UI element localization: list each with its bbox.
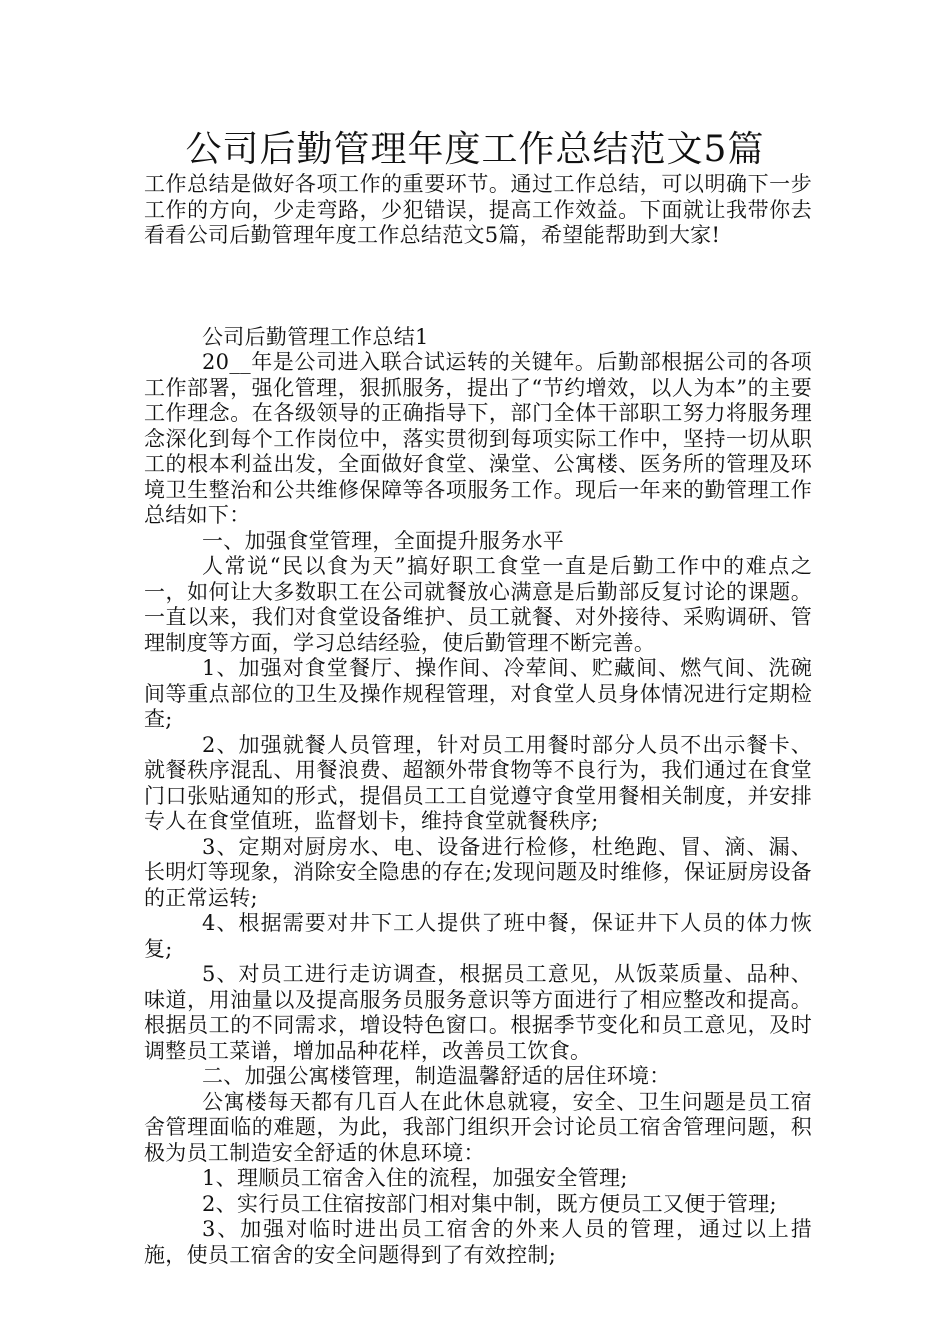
paragraph-2: 人常说“民以食为天”搞好职工食堂一直是后勤工作中的难点之一，如何让大多数职工在公司就餐放心满意是后勤部反复讨论的课题。一直以来，我们对食堂设备维护、员工就餐、对外接待、采购调研、管理制度等方面，学习总结经验，使后勤管理不断完善。 — [144, 554, 812, 655]
paragraph-10: 1、理顺员工宿舍入住的流程，加强安全管理; — [202, 1166, 628, 1190]
paragraph-7: 5、对员工进行走访调查，根据员工意见，从饭菜质量、品种、味道，用油量以及提高服务员服务意识等方面进行了相应整改和提高。根据员工的不同需求，增设特色窗口。根据季节变化和员工意见，及时调整员工菜谱，增加品种花样，改善员工饮食。 — [144, 962, 812, 1063]
section-heading: 公司后勤管理工作总结1 — [202, 324, 429, 349]
paragraph-3: 1、加强对食堂餐厅、操作间、冷荤间、贮藏间、燃气间、洗碗间等重点部位的卫生及操作规程管理，对食堂人员身体情况进行定期检查; — [144, 656, 812, 731]
blank-space — [144, 249, 812, 325]
paragraph-6: 4、根据需要对井下工人提供了班中餐，保证井下人员的体力恢复; — [144, 911, 812, 961]
paragraph-11: 2、实行员工住宿按部门相对集中制，既方便员工又便于管理; — [202, 1191, 777, 1216]
paragraph-1: 一、加强食堂管理，全面提升服务水平 — [202, 528, 565, 553]
paragraph-8: 二、加强公寓楼管理，制造温馨舒适的居住环境： — [202, 1064, 671, 1088]
intro-paragraph: 工作总结是做好各项工作的重要环节。通过工作总结，可以明确下一步工作的方向，少走弯路，少犯错误，提高工作效益。下面就让我带你去看看公司后勤管理年度工作总结范文5篇，希望能帮助到大家! — [144, 172, 812, 247]
paragraph-4: 2、加强就餐人员管理，针对员工用餐时部分人员不出示餐卡、就餐秩序混乱、用餐浪费、超额外带食物等不良行为，我们通过在食堂门口张贴通知的形式，提倡员工工自觉遵守食堂用餐相关制度，并安排专人在食堂值班，监督划卡，维持食堂就餐秩序; — [144, 732, 812, 833]
paragraph-12: 3、加强对临时进出员工宿舍的外来人员的管理，通过以上措施，使员工宿舍的安全问题得到了有效控制; — [144, 1217, 812, 1267]
paragraph-9: 公寓楼每天都有几百人在此休息就寝，安全、卫生问题是员工宿舍管理面临的难题，为此，我部门组织开会讨论员工宿舍管理问题，积极为员工制造安全舒适的休息环境： — [144, 1089, 812, 1165]
paragraph-5: 3、定期对厨房水、电、设备进行检修，杜绝跑、冒、滴、漏、长明灯等现象，消除安全隐患的存在;发现问题及时维修，保证厨房设备的正常运转; — [144, 834, 812, 910]
document-body — [144, 172, 812, 1268]
paragraph-0: 20__年是公司进入联合试运转的关键年。后勤部根据公司的各项工作部署，强化管理，狠抓服务，提出了“节约增效，以人为本”的主要工作理念。在各级领导的正确指导下，部门全体干部职工努力将服务理念深化到每个工作岗位中，落实贯彻到每项实际工作中，坚持一切从职工的根本利益出发，全面做好食堂、澡堂、公寓楼、医务所的管理及环境卫生整治和公共维修保障等各项服务工作。现后一年来的勤管理工作总结如下： — [144, 350, 812, 527]
document-title: 公司后勤管理年度工作总结范文5篇 — [185, 129, 765, 170]
